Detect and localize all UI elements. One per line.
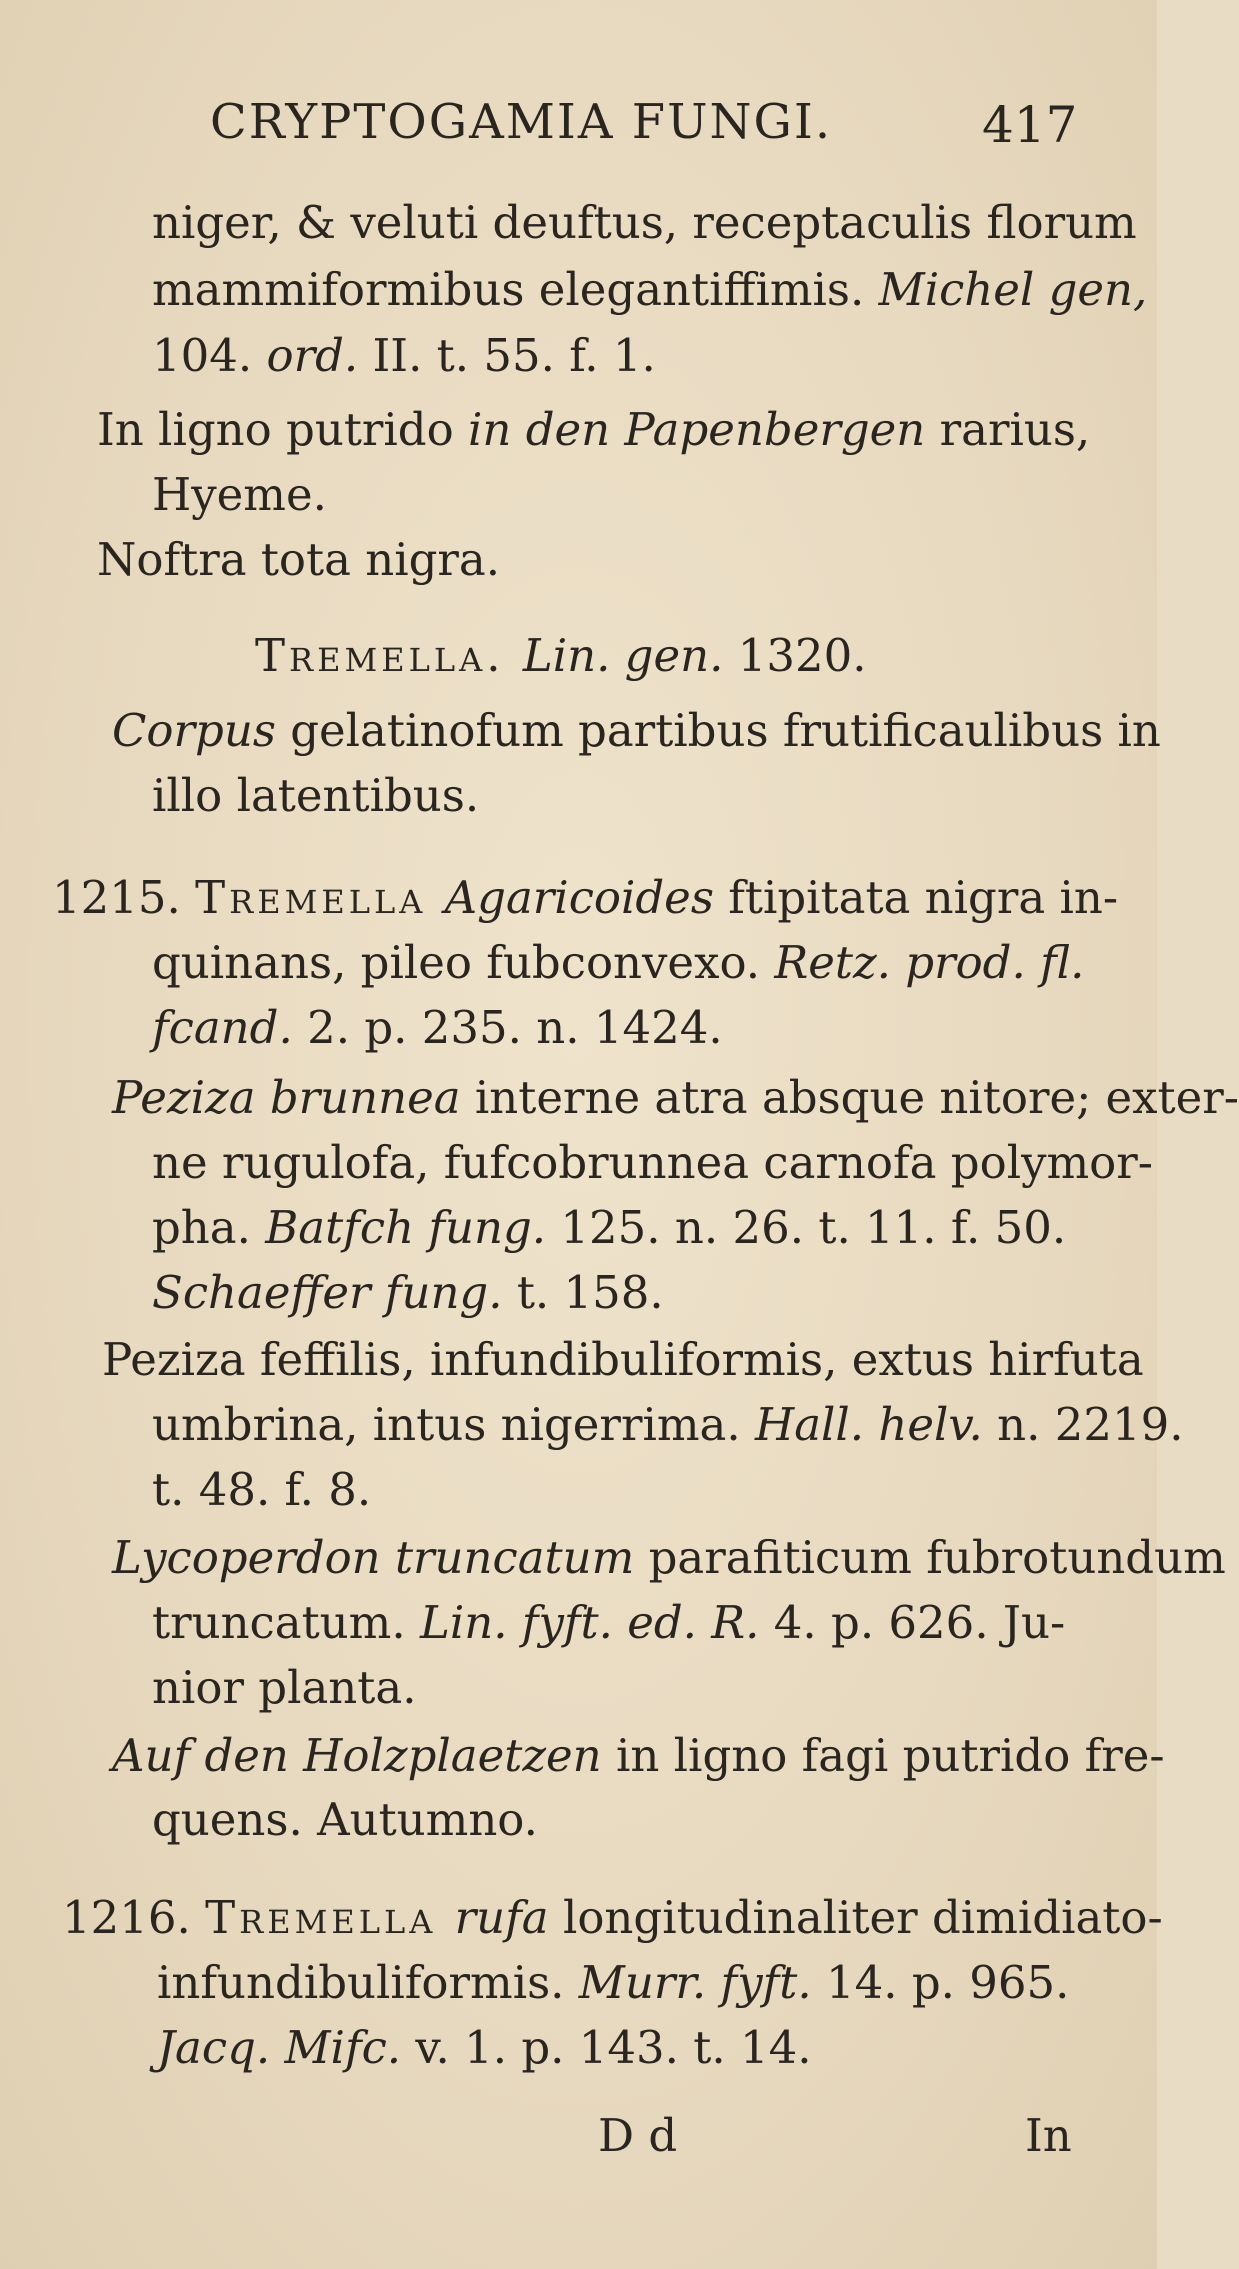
- text-line: Hyeme.: [152, 468, 327, 521]
- catchword: In: [1025, 2109, 1072, 2162]
- text-line: 104. ord. II. t. 55. f. 1.: [152, 329, 656, 382]
- text-line: pha. Batfch fung. 125. n. 26. t. 11. f. 50.: [152, 1201, 1067, 1254]
- running-title: CRYPTOGAMIA FUNGI.: [210, 94, 833, 150]
- page-number: 417: [982, 96, 1078, 154]
- text-line: Schaeffer fung. t. 158.: [152, 1266, 664, 1319]
- text-line: mammiformibus elegantiffimis. Michel gen,: [152, 263, 1148, 316]
- text-line: fcand. 2. p. 235. n. 1424.: [152, 1001, 723, 1054]
- genus-heading: Tremella. Lin. gen. 1320.: [255, 629, 867, 682]
- text-line: Noftra tota nigra.: [97, 533, 501, 586]
- text-line: truncatum. Lin. fyft. ed. R. 4. p. 626. Ju-: [152, 1596, 1066, 1649]
- entry-1215-line: 1215. Tremella Agaricoides ftipitata nigra in-: [52, 871, 1119, 924]
- text-line: ne rugulofa, fufcobrunnea carnofa polymor-: [152, 1136, 1153, 1189]
- text-line: Corpus gelatinofum partibus frutificaulibus in: [112, 704, 1161, 757]
- text-line: Lycoperdon truncatum parafiticum fubrotundum: [112, 1531, 1226, 1584]
- text-line: Peziza feffilis, infundibuliformis, extus hirfuta: [102, 1333, 1144, 1386]
- text-line: Peziza brunnea interne atra absque nitore; exter-: [112, 1071, 1239, 1124]
- text-line: quinans, pileo fubconvexo. Retz. prod. fl.: [152, 936, 1085, 989]
- text-line: niger, & veluti deuftus, receptaculis florum: [152, 196, 1137, 249]
- text-line: infundibuliformis. Murr. fyft. 14. p. 965.: [157, 1956, 1070, 2009]
- text-line: In ligno putrido in den Papenbergen rarius,: [97, 403, 1091, 456]
- text-line: nior planta.: [152, 1661, 417, 1714]
- text-line: illo latentibus.: [152, 769, 480, 822]
- signature-mark: D d: [598, 2109, 678, 2162]
- text-line: umbrina, intus nigerrima. Hall. helv. n. 2219.: [152, 1398, 1184, 1451]
- text-line: Jacq. Mifc. v. 1. p. 143. t. 14.: [157, 2021, 812, 2074]
- text-line: quens. Autumno.: [152, 1793, 538, 1846]
- entry-1216-line: 1216. Tremella rufa longitudinaliter dimidiato-: [62, 1891, 1163, 1944]
- text-line: t. 48. f. 8.: [152, 1463, 372, 1516]
- text-line: Auf den Holzplaetzen in ligno fagi putrido fre-: [112, 1729, 1165, 1782]
